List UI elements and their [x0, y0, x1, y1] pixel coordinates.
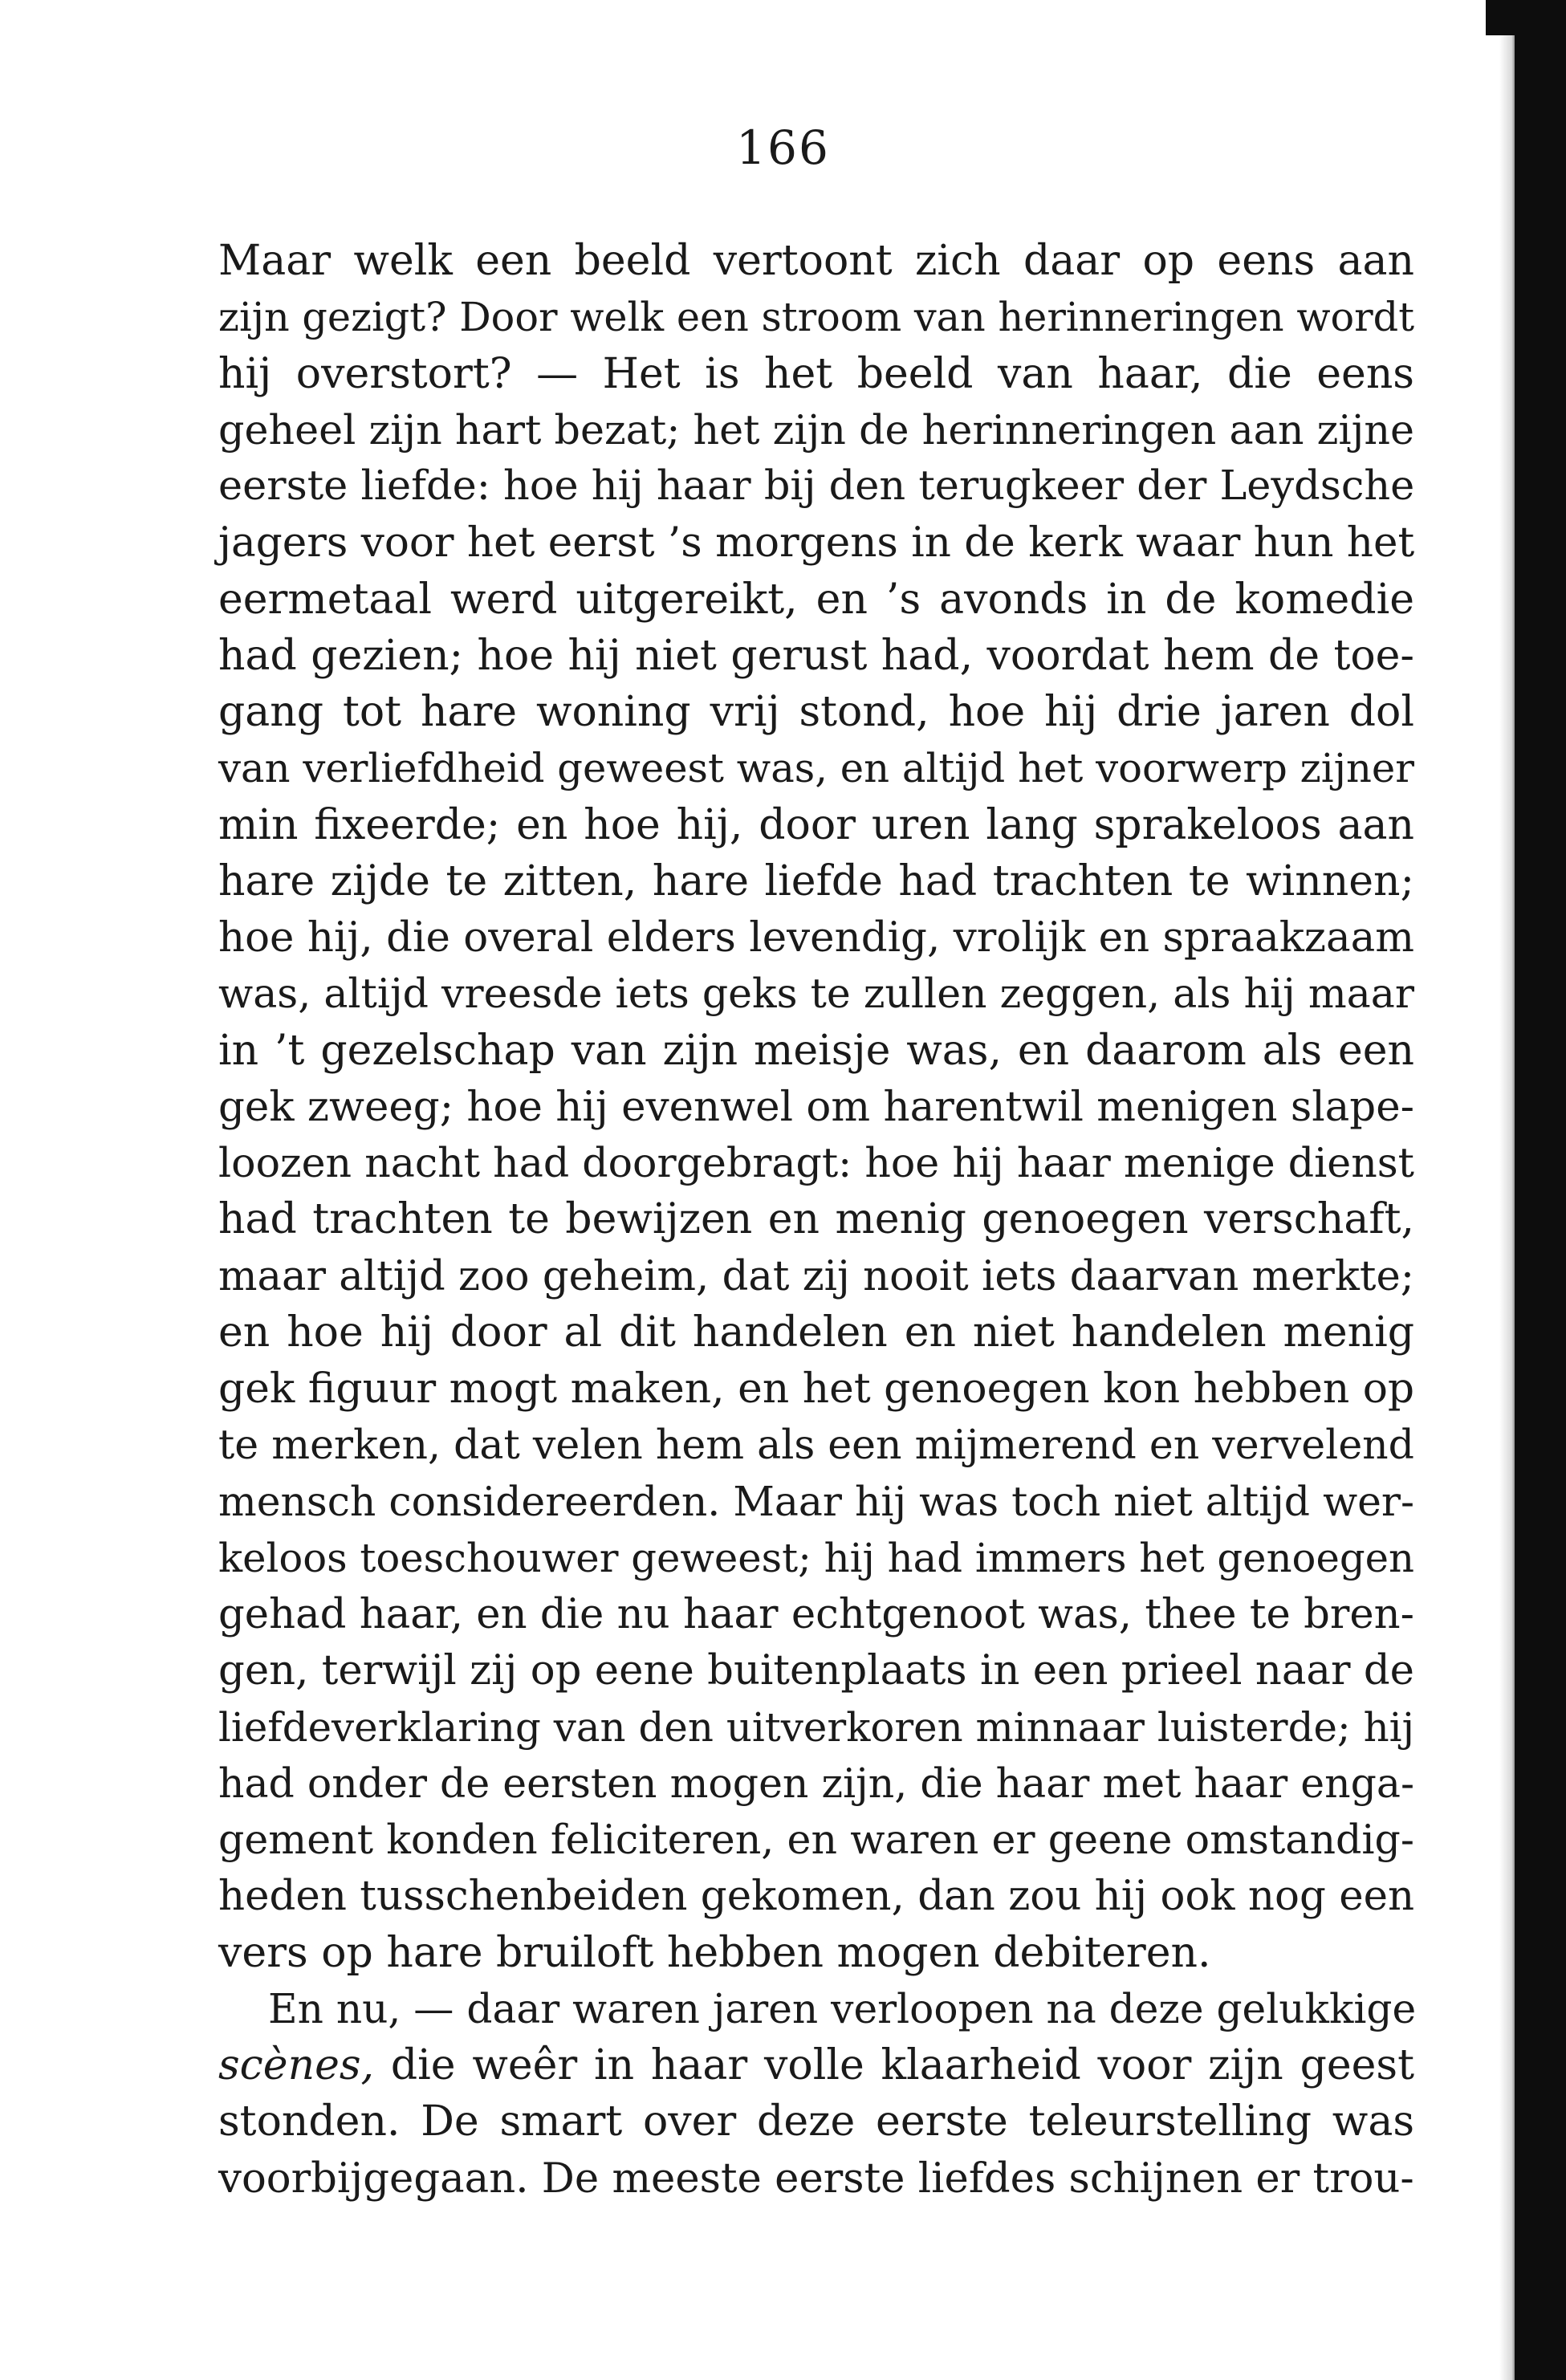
line-text: hij overstort? — Het is het beeld van haar, die eens: [218, 349, 1414, 398]
text-line: [218, 458, 1414, 515]
text-line: [218, 1135, 1414, 1191]
line-text: stonden. De smart over deze eerste teleurstelling was: [218, 2097, 1414, 2146]
line-text: had onder de eersten mogen zijn, die haar met haar enga-: [218, 1759, 1414, 1807]
line-text: hoe hij, die overal elders levendig, vrolijk en spraakzaam: [218, 913, 1414, 962]
line-text: liefdeverklaring van den uitverkoren minnaar luisterde; hij: [218, 1703, 1414, 1751]
text-line: [218, 1586, 1414, 1642]
text-line: [218, 1530, 1414, 1586]
text-line: [218, 515, 1414, 571]
text-line: [218, 1756, 1414, 1812]
text-line: [218, 797, 1414, 853]
italic-word: scènes,: [218, 2041, 375, 2089]
text-line: [218, 2093, 1414, 2150]
text-line: [218, 1981, 1417, 2037]
line-text: in ’t gezelschap van zijn meisje was, en daarom als een: [218, 1026, 1414, 1075]
line-text: vers op hare bruiloft hebben mogen debiteren.: [218, 1928, 1211, 1977]
scan-border: [1515, 0, 1566, 2380]
line-text: gang tot hare woning vrij stond, hoe hij drie jaren dol: [218, 688, 1414, 736]
text-line: [218, 1868, 1414, 1924]
text-line: [218, 1925, 1414, 1981]
line-text: eerste liefde: hoe hij haar bij den terugkeer der Leydsche: [218, 462, 1415, 510]
text-line: [218, 1304, 1414, 1361]
text-line: [218, 2150, 1414, 2207]
text-line: [218, 1699, 1414, 1756]
line-text: te merken, dat velen hem als een mijmerend en vervelend: [218, 1421, 1414, 1469]
line-text: die weêr in haar volle klaarheid voor zijn geest: [374, 2041, 1414, 2089]
text-line: [218, 289, 1414, 345]
line-text: gen, terwijl zij op eene buitenplaats in een prieel naar de: [218, 1646, 1414, 1695]
line-text: En nu, — daar waren jaren verloopen na deze gelukkige: [268, 1984, 1417, 2032]
text-line: [218, 346, 1414, 402]
line-text: gek zweeg; hoe hij evenwel om harentwil menigen slape-: [218, 1082, 1414, 1131]
text-line: [218, 853, 1414, 909]
line-text: Maar welk een beeld vertoont zich daar op eens aan: [218, 237, 1414, 285]
text-line: [218, 233, 1414, 289]
line-text: van verliefdheid geweest was, en altijd het voorwerp zijner: [218, 745, 1414, 792]
text-line: [218, 1248, 1414, 1304]
text-line: [218, 684, 1414, 740]
line-text: eermetaal werd uitgereikt, en ’s avonds in de komedie: [218, 575, 1414, 624]
line-text: geheel zijn hart bezat; het zijn de herinneringen aan zijne: [218, 405, 1414, 454]
text-line: [218, 740, 1414, 796]
line-text: gement konden feliciteren, en waren er geene omstandig-: [218, 1816, 1414, 1863]
line-text: min fixeerde; en hoe hij, door uren lang sprakeloos aan: [218, 800, 1414, 849]
body-text: [218, 233, 1417, 2207]
line-text: was, altijd vreesde iets geks te zullen zeggen, als hij maar: [218, 970, 1414, 1018]
line-text: loozen nacht had doorgebragt: hoe hij haar menige dienst: [218, 1139, 1414, 1186]
text-line: [218, 1642, 1414, 1699]
text-line: [218, 1191, 1414, 1247]
text-line: [218, 909, 1414, 966]
line-text: mensch considereerden. Maar hij was toch niet altijd wer-: [218, 1477, 1414, 1525]
line-text: keloos toeschouwer geweest; hij had immers het genoegen: [218, 1534, 1414, 1581]
line-text: en hoe hij door al dit handelen en niet handelen menig: [218, 1308, 1414, 1357]
line-text: heden tusschenbeiden gekomen, dan zou hij ook nog een: [218, 1872, 1415, 1921]
text-line: [218, 402, 1414, 458]
line-text: zijn gezigt? Door welk een stroom van herinneringen wordt: [218, 294, 1414, 341]
line-text: had gezien; hoe hij niet gerust had, voordat hem de toe-: [218, 631, 1414, 680]
line-text: gek figuur mogt maken, en het genoegen kon hebben op: [218, 1365, 1415, 1413]
line-text: jagers voor het eerst ’s morgens in de kerk waar hun het: [218, 519, 1415, 568]
scan-border-top: [1486, 0, 1566, 35]
line-text: had trachten te bewijzen en menig genoegen verschaft,: [218, 1195, 1414, 1244]
line-text: hare zijde te zitten, hare liefde had trachten te winnen;: [218, 856, 1414, 905]
text-line: [218, 2037, 1414, 2093]
text-line: [218, 1361, 1414, 1417]
text-line: [218, 966, 1414, 1022]
text-line: [218, 1023, 1414, 1079]
line-text: voorbijgegaan. De meeste eerste liefdes schijnen er trou-: [218, 2154, 1414, 2203]
text-line: [218, 628, 1414, 684]
page-number: 166: [736, 120, 830, 175]
text-line: [218, 1417, 1414, 1473]
line-text: maar altijd zoo geheim, dat zij nooit iets daarvan merkte;: [218, 1251, 1414, 1300]
line-text: gehad haar, en die nu haar echtgenoot was, thee te bren-: [218, 1590, 1414, 1638]
text-line: [218, 1079, 1414, 1135]
text-line: [218, 572, 1414, 628]
text-line: [218, 1474, 1414, 1530]
text-line: [218, 1812, 1414, 1868]
